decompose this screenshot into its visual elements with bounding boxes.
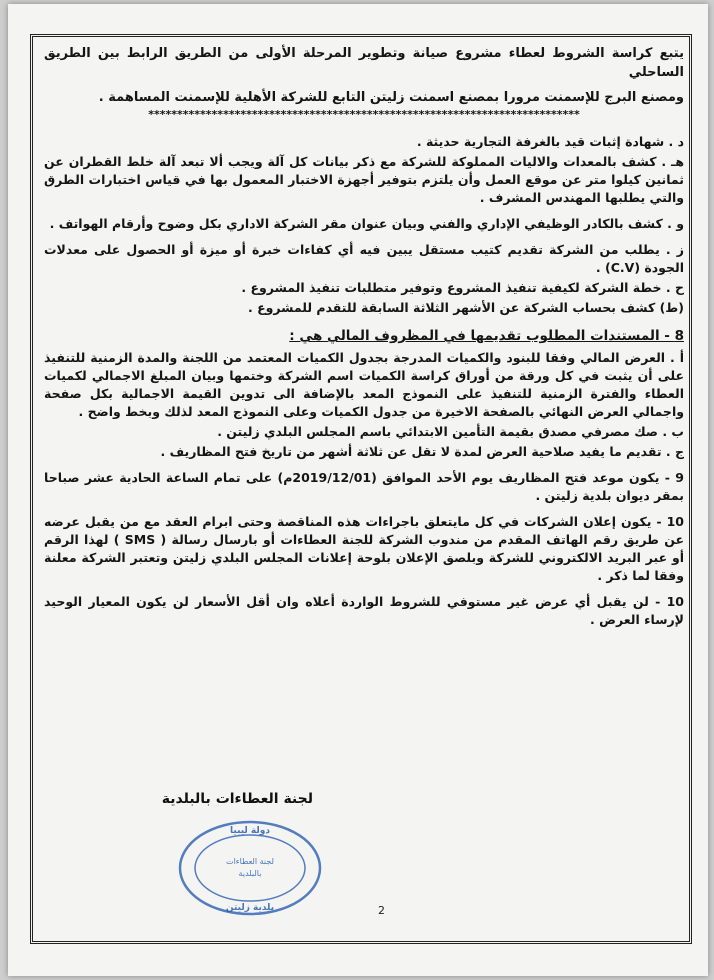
municipality-stamp (176, 818, 324, 918)
item-9: 9 - يكون موعد فتح المظاريف يوم الأحد الموافق (2019/12/01م) على تمام الساعة الحادية عشر صباحا بمقر ديوان بلدية زليتن . (44, 470, 684, 503)
document-page (8, 4, 708, 976)
section-8-item-c: ج . تقديم ما يفيد صلاحية العرض لمدة لا تقل عن ثلاثة أشهر من تاريخ فتح المظاريف . (160, 444, 684, 459)
document-body (44, 38, 684, 631)
committee-signature: لجنة العطاءات بالبلدية (161, 791, 313, 807)
item-w: و . كشف بالكادر الوظيفي الإداري والفني وبيان عنوان مقر الشركة الاداري بكل وضوح وأرقام الهواتف . (49, 216, 684, 231)
item-z: ز . يطلب من الشركة تقديم كتيب مستقل يبين فيه أي كفاءات خبرة أو ميزة أو الحصول على معدلات الجودة (C.V) . (44, 242, 684, 275)
item-10-rejection: 10 - لن يقبل أي عرض غير مستوفي للشروط الواردة أعلاه وان أقل الأسعار لن يكون المعيار الوحيد لإرساء العرض . (44, 594, 684, 627)
svg-text:بلدية زليتن: بلدية زليتن (225, 903, 275, 913)
item-ha: ح . خطة الشركة لكيفية تنفيذ المشروع وتوفير متطلبات تنفيذ المشروع . (241, 280, 684, 295)
item-h: هـ . كشف بالمعدات والاليات المملوكة للشركة مع ذكر بيانات كل آلة ويجب ألا تبعد آلة خلط القطران عن ثمانين كيلوا متر عن موقع العمل وأن يلتزم بتوفير أجهزة الاختبار المعمول بها في قياس اختبارات الطرق والتي يطلبها المهندس المشرف . (44, 154, 684, 205)
page-number: 2 (378, 904, 385, 917)
section-8-item-b: ب . صك مصرفي مصدق بقيمة التأمين الابتدائي باسم المجلس البلدي زليتن . (217, 424, 684, 439)
intro-line-1: يتبع كراسة الشروط لعطاء مشروع صيانة وتطوير المرحلة الأولى من الطريق الرابط بين الطريق الساحلي (44, 46, 684, 80)
intro-line-2: ومصنع البرج للإسمنت مرورا بمصنع اسمنت زليتن التابع للشركة الأهلية للإسمنت المساهمة . (98, 90, 684, 105)
item-10-announcements: 10 - يكون إعلان الشركات في كل مايتعلق باجراءات هذه المناقصة وحتى ابرام العقد مع من يقبل عرضه عن طريق رقم الهاتف المقدم من مندوب الشركة للجنة العطاءات أو بارسال رسالة ( SMS ) لهذا الرقم أو عبر البريد الالكتروني للشركة وبلصق الإعلان بلوحة إعلانات المجلس البلدي زليتن وتعتبر الشركة معلنة وفقا لما ذكر . (44, 514, 684, 583)
separator-stars: *************************************************************************** (148, 109, 580, 121)
section-8-item-a: أ . العرض المالي وفقا للبنود والكميات المدرجة بجدول الكميات المعتمد من اللجنة والمدة الزمنية للتنفيذ على أن يثبت في كل ورقة من أوراق كراسة الكميات اسم الشركة وختمها وبيان المبلغ الاجمالي لكميات العطاء والفترة الزمنية للتنفيذ على النموذج المعد بالإضافة الى تدوين القيمة الاجمالية بكل صفحة واجمالي العرض النهائي بالصفحة الاخيرة من جدول الكميات وعلى النموذج المعد لذلك وبخط واضح . (44, 350, 684, 419)
item-ta: (ط) كشف بحساب الشركة عن الأشهر الثلاثة السابقة للتقدم للمشروع . (247, 300, 684, 315)
svg-text:لجنة العطاءات: لجنة العطاءات (226, 857, 274, 866)
svg-text:بالبلدية: بالبلدية (238, 869, 262, 878)
item-d: د . شهادة إثبات قيد بالغرفة التجارية حديثة . (416, 134, 684, 149)
svg-text:دولة ليبيا: دولة ليبيا (230, 826, 270, 836)
section-8-title: 8 - المستندات المطلوب تقديمها في المظروف المالي هي : (289, 328, 684, 344)
